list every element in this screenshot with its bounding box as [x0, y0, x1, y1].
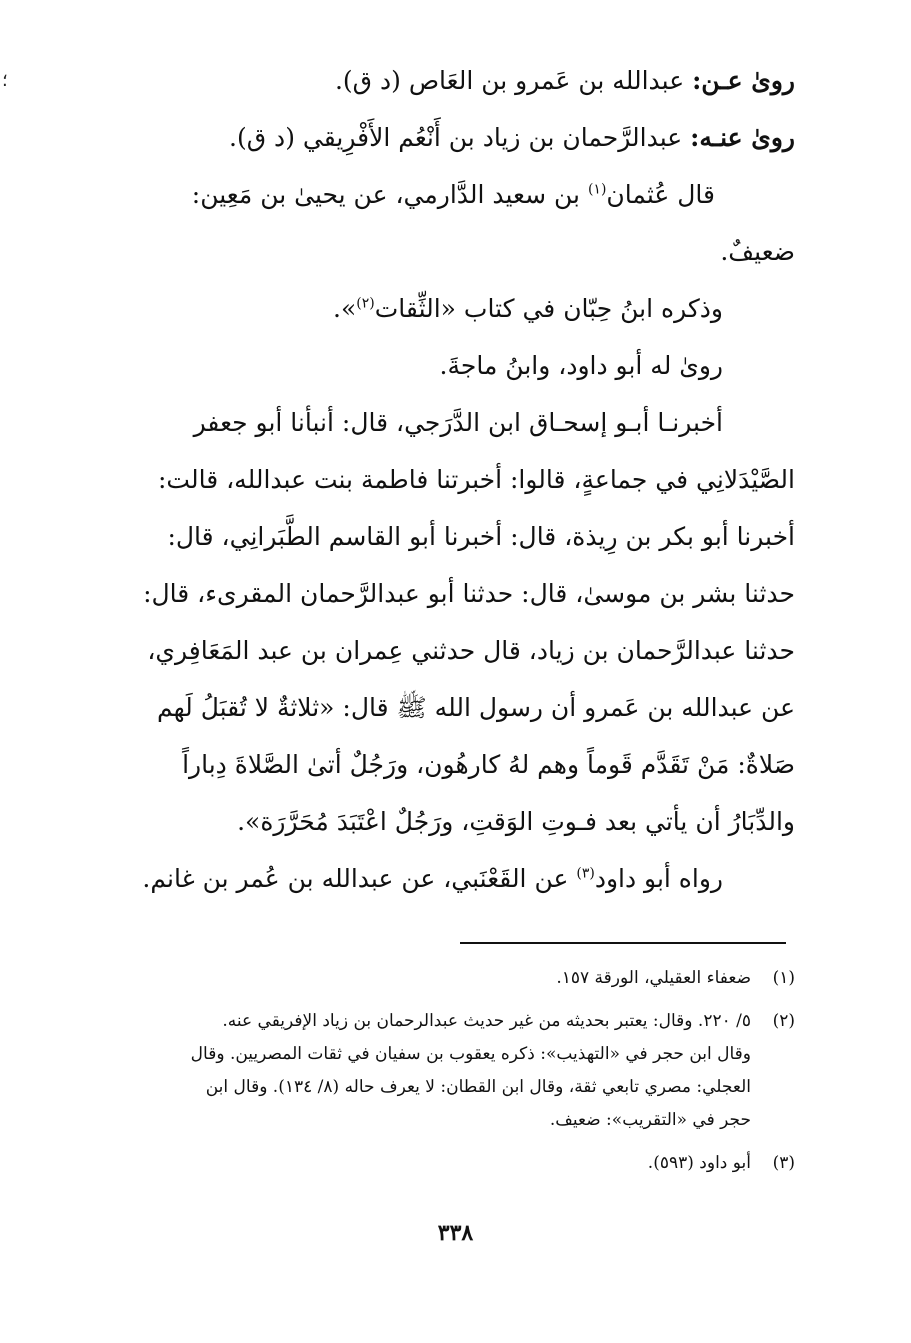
footnote-line: وقال ابن حجر في «التهذيب»: ذكره يعقوب بن سفيان في ثقات المصريين. وقال — [190, 1044, 751, 1064]
hadith-line-8: والدِّبَارُ أن يأتي بعد فـوتِ الوَقتِ، ورَجُلٌ اعْتَبَدَ مُحَرَّرَة». — [237, 807, 795, 836]
paragraph-ibn-hibban: وذكره ابنُ حِبّان في كتاب «الثِّقات$^{(٢)}$». — [333, 294, 723, 323]
hadith-line-3: أخبرنا أبو بكر بن رِيذة، قال: أخبرنا أبو القاسم الطَّبَرانِي، قال: — [167, 522, 795, 551]
hadith-line-7: صَلاةٌ: مَنْ تَقَدَّم قَوماً وهم لهُ كارهُون، ورَجُلٌ أتىٰ الصَّلاةَ دِباراً — [182, 750, 795, 779]
main-text — [100, 52, 795, 907]
narrated-from-line — [100, 52, 795, 109]
narrated-by-line — [100, 109, 795, 166]
footnote-line: حجر في «التقريب»: ضعيف. — [549, 1110, 751, 1130]
hadith-line-5: حدثنا عبدالرَّحمان بن زياد، قال حدثني عِمران بن عبد المَعَافِري، — [147, 636, 795, 665]
footnote-ref-2: (٢) — [356, 295, 375, 312]
footnote-1 — [100, 962, 795, 995]
hadith-line-4: حدثنا بشر بن موسىٰ، قال: حدثنا أبو عبدالرَّحمان المقرىء، قال: — [143, 579, 795, 608]
footnote-line: أبو داود (٥٩٣). — [647, 1153, 751, 1173]
narrated-by-text: عبدالرَّحمان بن زياد بن أَنْعُم الأَفْرِيقي (د ق). — [229, 123, 691, 152]
hadith-line-6: عن عبدالله بن عَمرو أن رسول الله ﷺ قال: «ثلاثةٌ لا تُقبَلُ لَهم — [156, 693, 795, 722]
footnote-line: ضعفاء العقيلي، الورقة ١٥٧. — [556, 968, 751, 988]
footnote-ref-1: (١) — [587, 181, 607, 198]
footnote-3 — [100, 1147, 795, 1180]
page-number: ٣٣٨ — [437, 1220, 474, 1246]
paragraph-uthman-end: ضعيفٌ. — [720, 237, 795, 266]
margin-mark: ؛ — [2, 70, 8, 91]
paragraph-uthman: قال عُثمان$^{(١)}$ بن سعيد الدَّارمي، عن يحيىٰ بن مَعِين: — [191, 180, 715, 209]
footnote-divider — [460, 942, 786, 944]
footnote-number: (٣) — [772, 1153, 795, 1173]
narrated-by-label: روىٰ عنـه: — [690, 123, 795, 152]
footnote-ref-3: (٣) — [576, 865, 595, 882]
footnote-number: (١) — [772, 968, 795, 988]
footnotes — [100, 962, 795, 1190]
narrated-from-label: روىٰ عـن: — [692, 66, 795, 95]
hadith-line-1: أخبرنـا أبـو إسحـاق ابن الدَّرَجي، قال: أنبأنا أبو جعفر — [193, 408, 723, 437]
paragraph-narrated-by: روىٰ له أبو داود، وابنُ ماجةَ. — [439, 351, 723, 380]
footnote-2 — [100, 1005, 795, 1137]
footnote-line: ٥/ ٢٢٠. وقال: يعتبر بحديثه من غير حديث عبدالرحمان بن زياد الإفريقي عنه. — [222, 1011, 751, 1031]
footnote-number: (٢) — [772, 1011, 795, 1031]
paragraph-abu-dawud: رواه أبو داود$^{(٣)}$ عن القَعْنَبي، عن عبدالله بن عُمر بن غانم. — [142, 864, 723, 893]
hadith-line-2: الصَّيْدَلانِي في جماعةٍ، قالوا: أخبرتنا فاطمة بنت عبدالله، قالت: — [158, 465, 795, 494]
narrated-from-text: عبدالله بن عَمرو بن العَاص (د ق). — [334, 66, 693, 95]
footnote-line: العجلي: مصري تابعي ثقة، وقال ابن القطان: لا يعرف حاله (٨/ ١٣٤). وقال ابن — [205, 1077, 751, 1097]
